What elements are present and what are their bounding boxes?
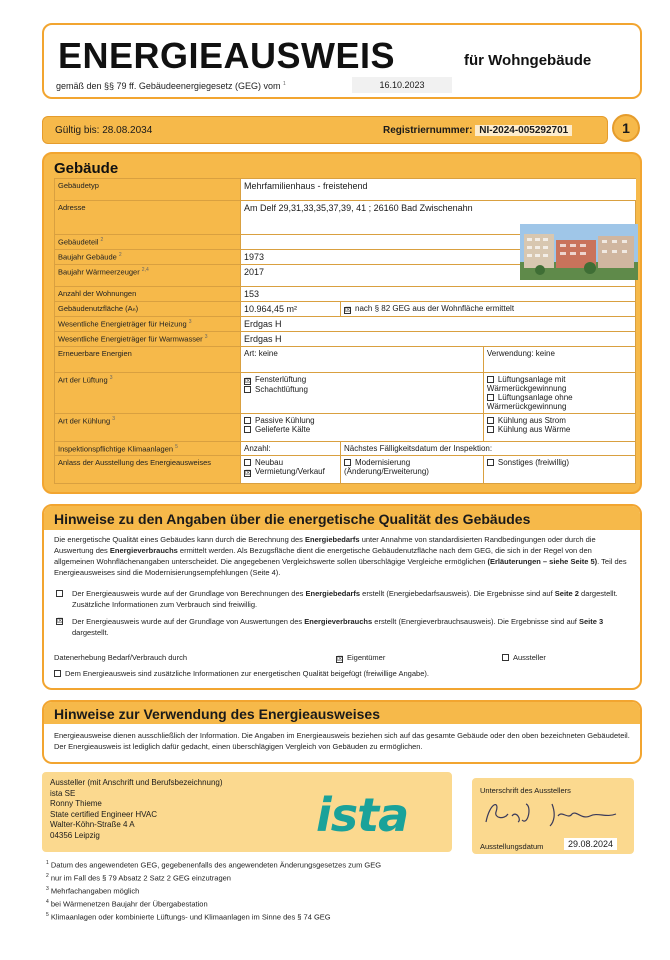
footnote: $^2$ nur im Fall des § 79 Absatz 2 Satz 2 GEG einzutragen	[46, 873, 231, 883]
quality-hints-title: Hinweise zu den Angaben über die energetische Qualität des Gebäudes	[44, 506, 640, 530]
header-box	[42, 23, 642, 99]
validity-bar	[42, 116, 608, 144]
law-date: 16.10.2023	[352, 77, 452, 93]
handwritten-signature	[482, 796, 622, 832]
ac-label: Inspektionspflichtige Klimaanlagen $^5$	[55, 441, 241, 456]
water-carrier-label: Wesentliche Energieträger für Warmwasser $^3$	[55, 331, 241, 346]
footnote: $^5$ Klimaanlagen oder kombinierte Lüftungs- und Klimaanlagen im Sinne des § 74 GEG	[46, 912, 331, 922]
cooling-options-right: Kühlung aus Strom Kühlung aus Wärme	[483, 413, 635, 441]
quality-hints-text: Die energetische Qualität eines Gebäudes kann durch die Berechnung des Energiebedarfs unter Annahme von standardisierten Randbedingungen oder durch die Auswertung des Energieverbrauchs ermittelt werden. Als Bezugsfläche dient die energetische Gebäudenutzfläche nach dem GEG, die sich in der Regel von den allgemeinen Wohnflächenangaben unterscheidet. Die angegebenen Vergleichswerte sollen überschlägige Vergleiche ermöglichen (Erläuterungen – siehe Seite 5). Teil des Energieausweises sind die Modernisierungsempfehlungen (Seite 4).	[54, 535, 627, 577]
year-value: 1973	[241, 249, 636, 264]
reason-options-left: Neubau ☒ Vermietung/Verkauf	[241, 456, 341, 484]
ac-count: Anzahl:	[241, 441, 341, 456]
area-label: Gebäudenutzfläche (Aₙ)	[55, 301, 241, 316]
renewable-type: Art: keine	[241, 346, 484, 372]
renewable-use: Verwendung: keine	[483, 346, 635, 372]
heater-year-label: Baujahr Wärmeerzeuger $^{2,4}$	[55, 264, 241, 286]
quality-hints-section	[42, 504, 642, 690]
heating-carrier-label: Wesentliche Energieträger für Heizung $^3$	[55, 316, 241, 331]
building-section-title: Gebäude	[54, 160, 119, 177]
address-value: Am Delf 29,31,33,35,37,39, 41 ; 26160 Bad Zwischenahn	[241, 201, 636, 235]
area-value: 10.964,45 m²	[241, 301, 341, 316]
signature-box	[472, 778, 634, 854]
reason-label: Anlass der Ausstellung des Energieausweises	[55, 456, 241, 484]
building-section	[42, 152, 642, 494]
cooling-options-left: Passive Kühlung Gelieferte Kälte	[241, 413, 484, 441]
document-title: ENERGIEAUSWEIS	[58, 35, 396, 76]
consumption-based-option: ☒ Der Energieausweis wurde auf der Grundlage von Auswertungen des Energieverbrauchs erstellt (Energieverbrauchsausweis). Die Ergebnisse sind auf Seite 3 dargestellt.	[57, 617, 604, 637]
document-title-suffix: für Wohngebäude	[464, 52, 592, 69]
heating-carrier-value: Erdgas H	[241, 316, 636, 331]
issuer-box	[42, 772, 452, 852]
heater-year-value: 2017	[241, 264, 636, 286]
footnotes	[46, 858, 381, 923]
registration-number: Registriernummer: NI-2024-005292701	[383, 125, 572, 136]
building-photo	[520, 224, 638, 280]
footnote: $^4$ bei Wärmenetzen Baujahr der Übergabestation	[46, 899, 208, 909]
reason-option-other: Sonstiges (freiwillig)	[483, 456, 635, 484]
usage-hints-title: Hinweise zur Verwendung des Energieausweises	[44, 702, 640, 724]
valid-until: Gültig bis: 28.08.2034	[55, 125, 153, 136]
ac-due-date: Nächstes Fälligkeitsdatum der Inspektion:	[341, 441, 636, 456]
area-note: ☒ nach § 82 GEG aus der Wohnfläche ermittelt	[341, 301, 636, 316]
demand-based-option: Der Energieausweis wurde auf der Grundlage von Berechnungen des Energiebedarfs erstellt (Energiebedarfsausweis). Die Ergebnisse sind auf Seite 2 dargestellt. Zusätzliche Informationen zum Verbrauch sind freiwillig.	[54, 588, 630, 610]
cooling-label: Art der Kühlung $^3$	[55, 413, 241, 441]
usage-hints-text: Energieausweise dienen ausschließlich der Information. Die Angaben im Energieausweis beziehen sich auf das gesamte Gebäude oder den oben bezeichneten Gebäudeteil. Der Energieausweis ist lediglich dafür gedacht, einen überschlägigen Vergleich von Gebäuden zu ermöglichen.	[54, 731, 630, 751]
issue-date: 29.08.2024	[564, 838, 617, 850]
page-number-badge: 1	[612, 114, 640, 142]
units-label: Anzahl der Wohnungen	[55, 286, 241, 301]
additional-info-option: Dem Energieausweis sind zusätzliche Informationen zur energetischen Qualität beigefügt (freiwillige Angabe).	[54, 668, 630, 679]
ventilation-label: Art der Lüftung $^3$	[55, 372, 241, 413]
ista-logo: ista	[316, 788, 409, 842]
data-collection-row: Datenerhebung Bedarf/Verbrauch durch ☒ Eigentümer Aussteller	[54, 653, 546, 663]
issuer-details: Aussteller (mit Anschrift und Berufsbezeichnung) ista SE Ronny Thieme State certified Engineer HVAC Walter-Köhn-Straße 4 A 04356 Leipzig	[50, 778, 223, 840]
issue-date-label: Ausstellungsdatum	[480, 842, 544, 851]
part-label: Gebäudeteil $^2$	[55, 235, 241, 250]
ventilation-options-right: Lüftungsanlage mit Wärmerückgewinnung Lüftungsanlage ohne Wärmerückgewinnung	[483, 372, 635, 413]
type-label: Gebäudetyp	[55, 179, 241, 201]
issuer-label: Aussteller (mit Anschrift und Berufsbezeichnung)	[50, 778, 223, 787]
units-value: 153	[241, 286, 636, 301]
usage-hints-section	[42, 700, 642, 764]
reason-option-modernisation: Modernisierung (Änderung/Erweiterung)	[341, 456, 484, 484]
renewable-label: Erneuerbare Energien	[55, 346, 241, 372]
footnote: $^3$ Mehrfachangaben möglich	[46, 886, 140, 896]
year-label: Baujahr Gebäude $^2$	[55, 249, 241, 264]
type-value: Mehrfamilienhaus - freistehend	[241, 179, 636, 201]
footnote: $^1$ Datum des angewendeten GEG, gegebenenfalls des angewendeten Änderungsgesetzes zum GEG	[46, 860, 382, 870]
water-carrier-value: Erdgas H	[241, 331, 636, 346]
ventilation-options-left: ☒ Fensterlüftung Schachtlüftung	[241, 372, 484, 413]
address-label: Adresse	[55, 201, 241, 235]
signature-label: Unterschrift des Ausstellers	[480, 786, 571, 795]
law-reference: gemäß den §§ 79 ff. Gebäudeenergiegesetz (GEG) vom $^1$	[56, 81, 286, 91]
